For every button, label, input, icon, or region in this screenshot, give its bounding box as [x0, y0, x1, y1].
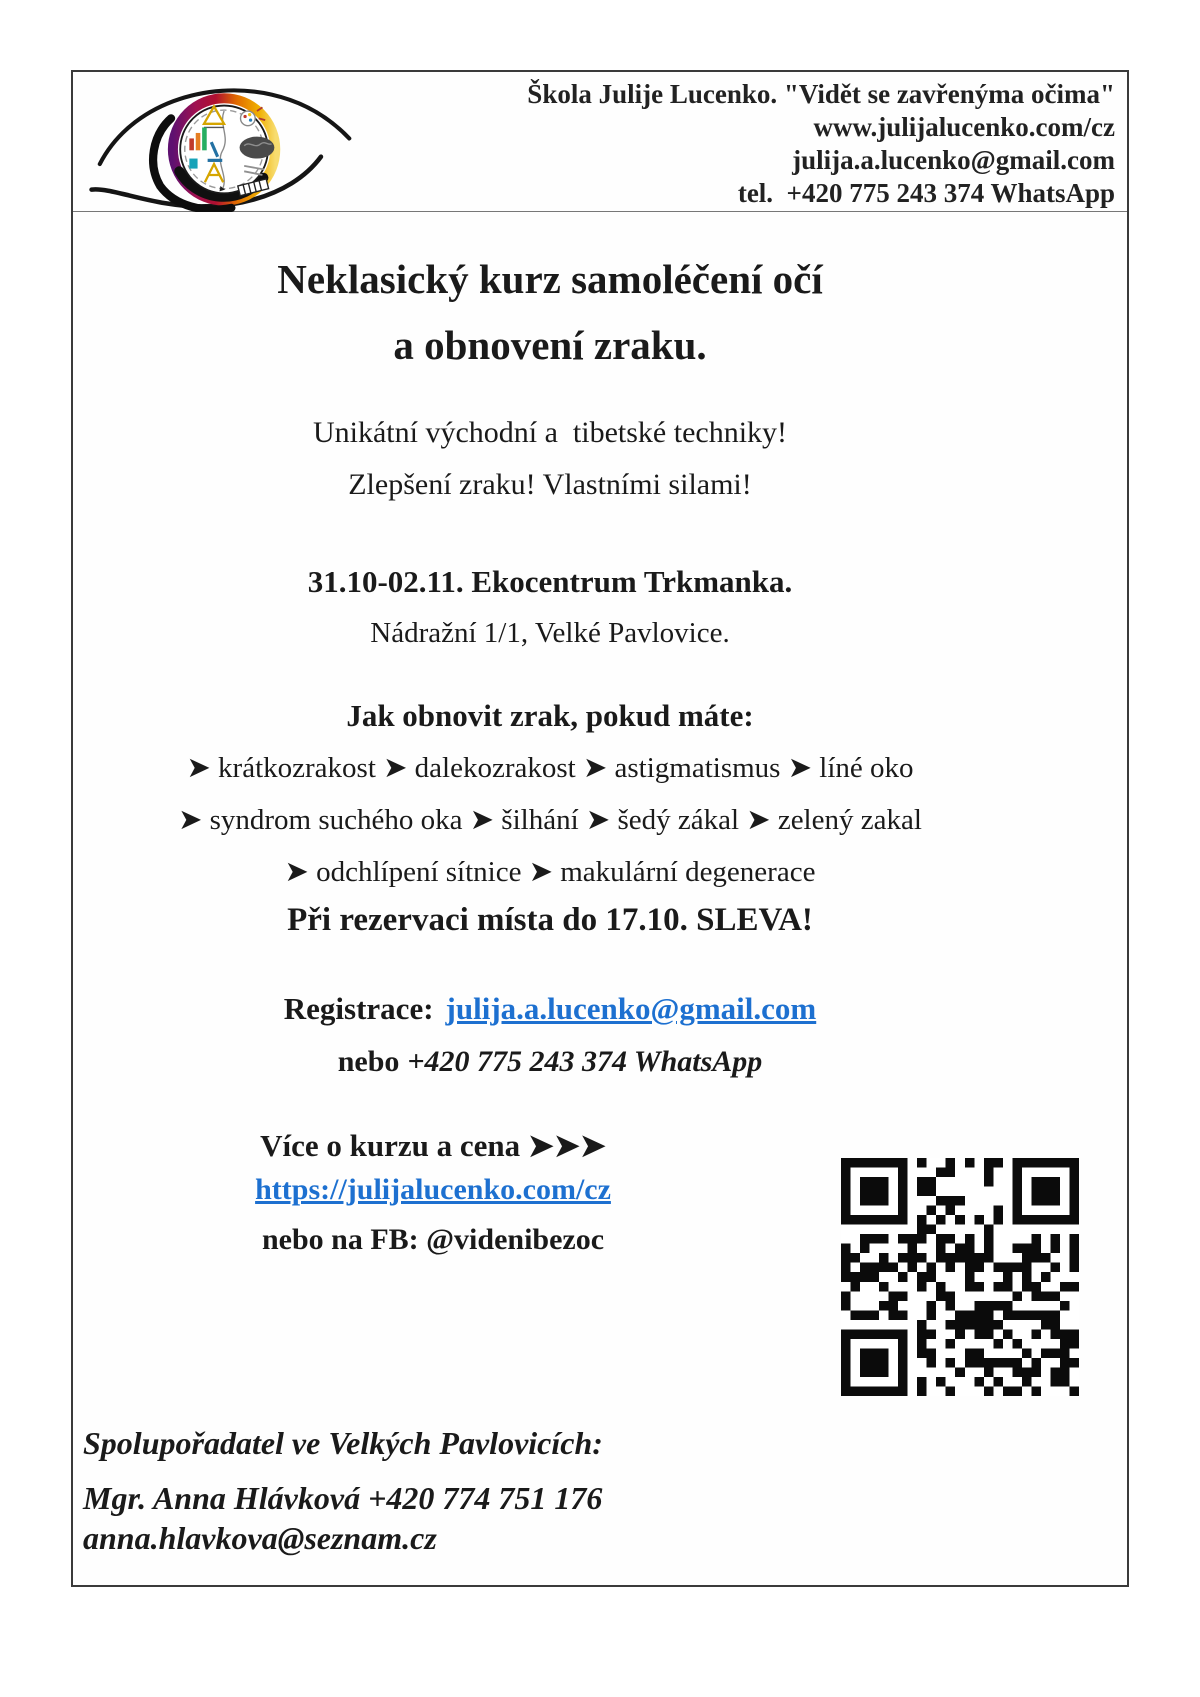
more-info-block — [73, 1126, 793, 1259]
conditions-row: ➤ krátkozrakost ➤ dalekozrakost ➤ astigmatismus ➤ líné oko — [186, 752, 914, 784]
header-phone: tel. +420 775 243 374 WhatsApp — [737, 178, 1115, 208]
header-website: www.julijalucenko.com/cz — [813, 112, 1115, 142]
header-contact-block — [352, 72, 1127, 210]
registration-email-link[interactable]: julija.a.lucenko@gmail.com — [445, 991, 817, 1026]
event-date-place: 31.10-02.11. Ekocentrum Trkmanka. — [307, 564, 793, 599]
header-email: julija.a.lucenko@gmail.com — [792, 145, 1115, 175]
eye-logo-graphic — [87, 74, 352, 212]
course-url-link[interactable]: https://julijalucenko.com/cz — [255, 1173, 611, 1206]
registration-alt-prefix: nebo — [337, 1045, 400, 1078]
course-title-line1: Neklasický kurz samoléčení očí — [277, 256, 823, 302]
conditions-row: ➤ odchlípení sítnice ➤ makulární degenerace — [284, 856, 816, 888]
facebook-handle: nebo na FB: @videnibezoc — [261, 1223, 605, 1256]
conditions-heading: Jak obnovit zrak, pokud máte: — [346, 698, 754, 733]
co-organizer-name-phone: Mgr. Anna Hlávková +420 774 751 176 — [83, 1480, 603, 1516]
qr-code — [841, 1158, 1079, 1396]
school-name: Škola Julije Lucenko. "Vidět se zavřenýma očima" — [527, 79, 1115, 109]
more-info-heading: Více o kurzu a cena ➤➤➤ — [260, 1128, 606, 1163]
main-content — [73, 254, 1127, 1259]
event-address: Nádražní 1/1, Velké Pavlovice. — [370, 617, 730, 649]
subtitle-improvement: Zlepšení zraku! Vlastními silami! — [348, 468, 752, 501]
registration-alt-line — [73, 1042, 1027, 1082]
header — [73, 72, 1127, 212]
registration-label: Registrace: — [283, 991, 434, 1026]
subtitle-techniques: Unikátní východní a tibetské techniky! — [312, 416, 788, 449]
discount-notice: Při rezervaci místa do 17.10. SLEVA! — [287, 902, 813, 938]
registration-line — [73, 988, 1027, 1030]
conditions-row: ➤ syndrom suchého oka ➤ šilhání ➤ šedý zákal ➤ zelený zakal — [178, 804, 922, 836]
school-eye-logo — [87, 74, 352, 217]
registration-phone: +420 775 243 374 WhatsApp — [407, 1045, 763, 1078]
co-organizer-heading: Spolupořadatel ve Velkých Pavlovicích: — [83, 1425, 603, 1461]
footer — [83, 1422, 983, 1558]
co-organizer-email: anna.hlavkova@seznam.cz — [83, 1520, 437, 1556]
course-title-line2: a obnovení zraku. — [393, 322, 707, 368]
flyer-frame — [71, 70, 1129, 1587]
